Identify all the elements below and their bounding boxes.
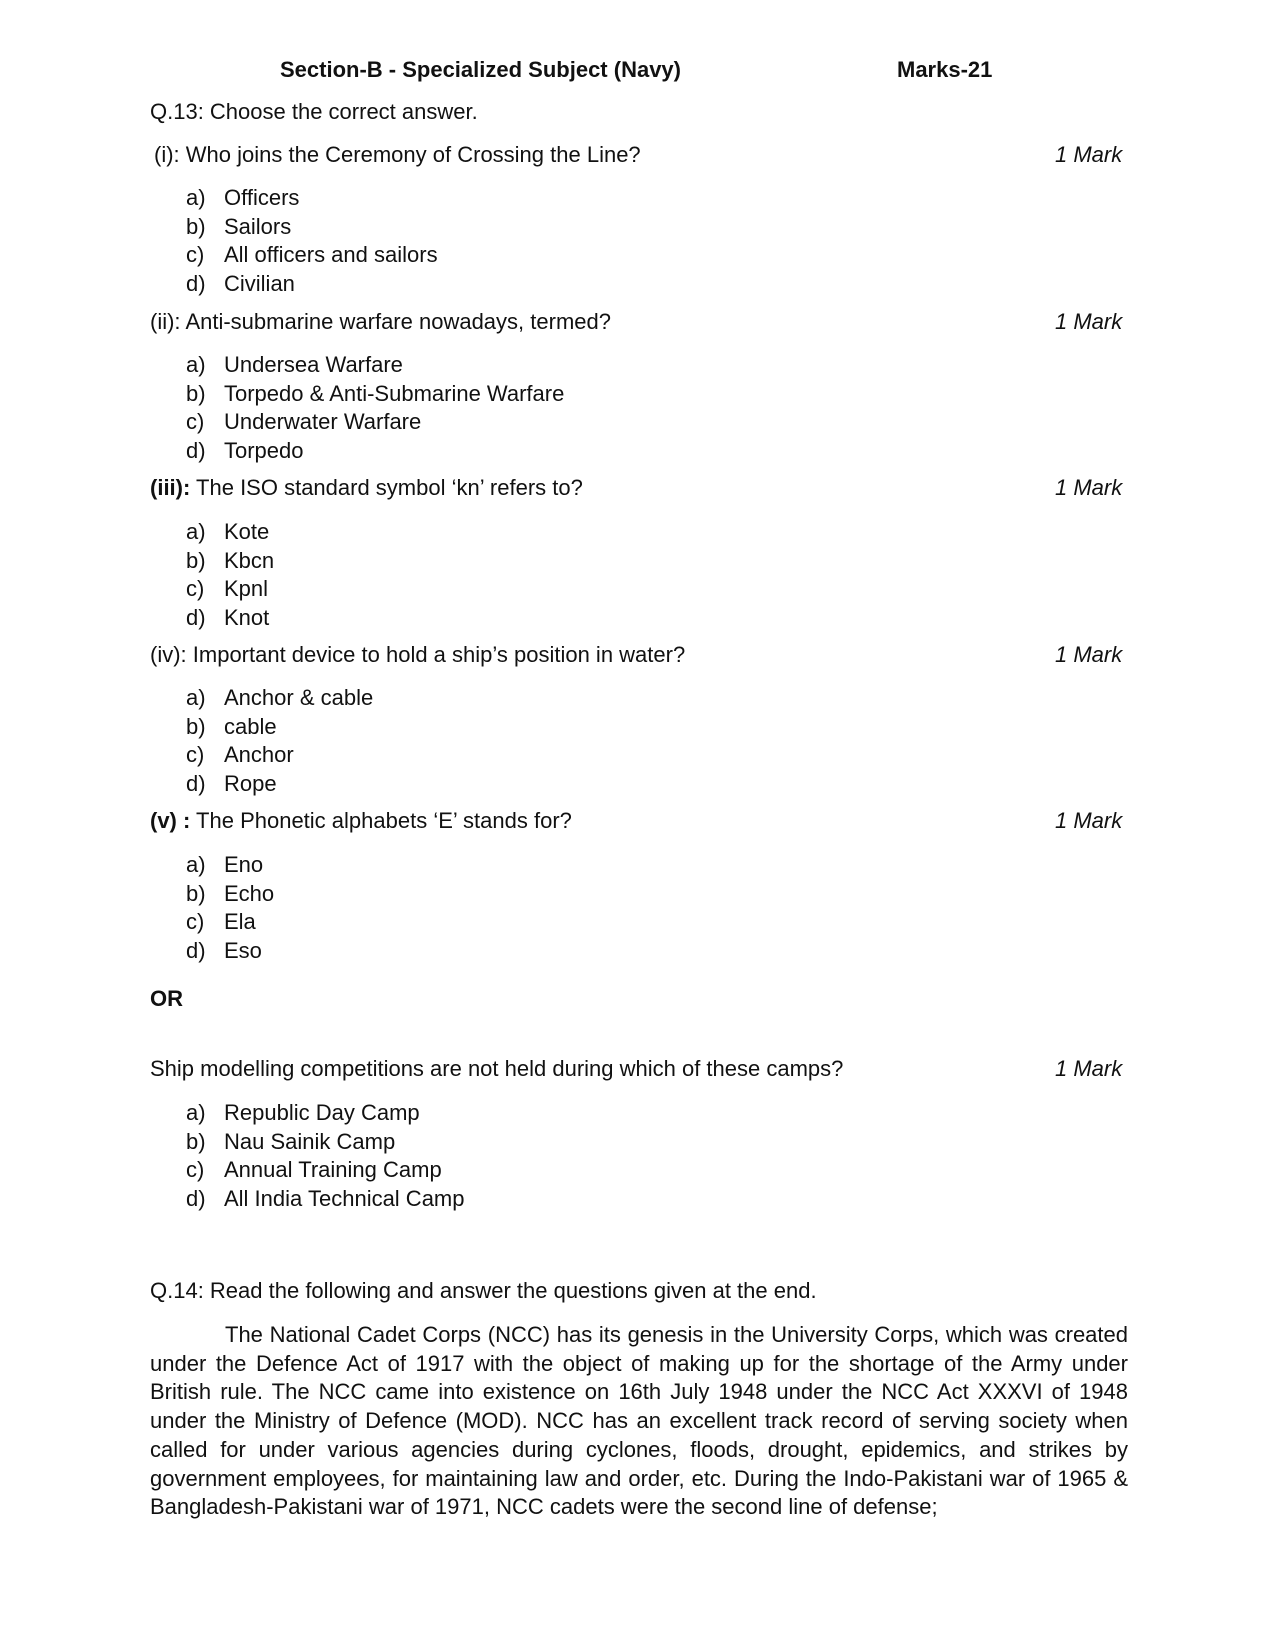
question-label: (i): [154, 142, 180, 167]
section-marks: Marks-21 [897, 57, 993, 82]
option-b [186, 213, 438, 242]
option-letter: a) [186, 352, 206, 377]
option-c [186, 575, 274, 604]
section-title: Section-B - Specialized Subject (Navy) [280, 57, 681, 82]
options-alt [186, 1099, 465, 1214]
option-d [186, 604, 274, 633]
option-letter: c) [186, 742, 205, 768]
option-text: Officers [224, 185, 300, 210]
option-text: Eso [224, 938, 262, 964]
option-c [186, 908, 274, 937]
question-label: (v) : [150, 808, 191, 833]
option-text: Knot [224, 605, 270, 631]
option-text: Torpedo & Anti-Submarine Warfare [224, 380, 565, 406]
option-c [186, 1156, 465, 1185]
option-text: Sailors [224, 213, 292, 239]
question-label: (ii): [150, 309, 181, 334]
or-label: OR [150, 986, 183, 1011]
question-text: Important device to hold a ship’s position in water? [186, 642, 686, 667]
question-text: Who joins the Ceremony of Crossing the Line? [179, 142, 641, 167]
alt-question: Ship modelling competitions are not held during which of these camps? [150, 1056, 844, 1081]
option-letter: d) [186, 438, 206, 464]
option-letter: a) [186, 852, 206, 877]
option-letter: d) [186, 771, 206, 797]
option-b [186, 547, 274, 576]
option-b [186, 713, 373, 742]
option-b [186, 1128, 465, 1157]
option-text: Civilian [224, 271, 295, 297]
options-iii [186, 518, 274, 633]
option-letter: d) [186, 1186, 206, 1212]
option-text: Echo [224, 880, 275, 906]
option-text: Underwater Warfare [224, 409, 422, 435]
option-letter: c) [186, 1157, 205, 1183]
option-text: Eno [224, 852, 264, 877]
option-letter: b) [186, 713, 206, 739]
question-mark: 1 Mark [1055, 142, 1123, 167]
q13-prompt: Q.13: Choose the correct answer. [150, 99, 478, 124]
option-d [186, 437, 564, 466]
option-letter: d) [186, 938, 206, 964]
option-text: Torpedo [224, 438, 304, 464]
option-a [186, 184, 438, 213]
question-text: The Phonetic alphabets ‘E’ stands for? [190, 808, 572, 833]
option-letter: c) [186, 576, 205, 602]
options-i [186, 184, 438, 299]
option-text: Rope [224, 771, 277, 797]
option-letter: c) [186, 909, 205, 935]
option-letter: b) [186, 880, 206, 906]
option-c [186, 741, 373, 770]
option-letter: c) [186, 242, 205, 268]
option-text: All officers and sailors [224, 242, 438, 268]
option-d [186, 270, 438, 299]
option-text: Nau Sainik Camp [224, 1128, 396, 1154]
option-letter: a) [186, 685, 206, 710]
question-text: The ISO standard symbol ‘kn’ refers to? [190, 475, 583, 500]
option-b [186, 880, 274, 909]
option-letter: a) [186, 519, 206, 544]
option-d [186, 937, 274, 966]
question-iii [150, 475, 583, 501]
question-mark: 1 Mark [1055, 309, 1123, 334]
option-c [186, 241, 438, 270]
options-iv [186, 684, 373, 799]
option-text: Annual Training Camp [224, 1157, 442, 1183]
question-mark: 1 Mark [1055, 642, 1123, 667]
options-ii [186, 351, 564, 466]
option-a [186, 684, 373, 713]
option-text: Republic Day Camp [224, 1100, 420, 1125]
question-mark: 1 Mark [1055, 475, 1123, 500]
option-d [186, 1185, 465, 1214]
option-text: Anchor [224, 742, 294, 768]
option-text: Kbcn [224, 547, 275, 573]
option-letter: b) [186, 380, 206, 406]
option-letter: c) [186, 409, 205, 435]
option-a [186, 518, 274, 547]
question-ii [150, 309, 611, 335]
option-c [186, 408, 564, 437]
question-mark: 1 Mark [1055, 1056, 1123, 1081]
option-text: Kote [224, 519, 270, 544]
option-letter: a) [186, 185, 206, 210]
option-a [186, 1099, 465, 1128]
options-v [186, 851, 274, 966]
option-letter: b) [186, 1128, 206, 1154]
question-i [154, 142, 641, 168]
option-text: Undersea Warfare [224, 352, 403, 377]
question-label: (iv): [150, 642, 187, 667]
option-letter: b) [186, 547, 206, 573]
q14-passage: The National Cadet Corps (NCC) has its genesis in the University Corps, which was created under the Defence Act of 1917 with the object of making up for the shortage of the Army under British rule. The NCC came into existence on 16th July 1948 under the NCC Act XXXVI of 1948 under the Ministry of Defence (MOD). NCC has an excellent track record of serving society when called for under various agencies during cyclones, floods, drought, epidemics, and strikes by government employees, for maintaining law and order, etc. During the Indo-Pakistani war of 1965 & Bangladesh-Pakistani war of 1971, NCC cadets were the second line of defense; [150, 1322, 1128, 1520]
option-text: All India Technical Camp [224, 1186, 465, 1212]
question-v [150, 808, 572, 834]
option-text: Kpnl [224, 576, 269, 602]
option-letter: d) [186, 605, 206, 631]
q14-prompt: Q.14: Read the following and answer the questions given at the end. [150, 1278, 817, 1303]
option-text: Anchor & cable [224, 685, 374, 710]
option-letter: a) [186, 1100, 206, 1125]
option-letter: d) [186, 271, 206, 297]
option-a [186, 351, 564, 380]
question-text: Anti-submarine warfare nowadays, termed? [180, 309, 611, 334]
option-text: cable [224, 713, 277, 739]
option-letter: b) [186, 213, 206, 239]
question-mark: 1 Mark [1055, 808, 1123, 833]
option-a [186, 851, 274, 880]
option-text: Ela [224, 909, 256, 935]
question-iv [150, 642, 685, 668]
option-d [186, 770, 373, 799]
question-label: (iii): [150, 475, 191, 500]
option-b [186, 380, 564, 409]
